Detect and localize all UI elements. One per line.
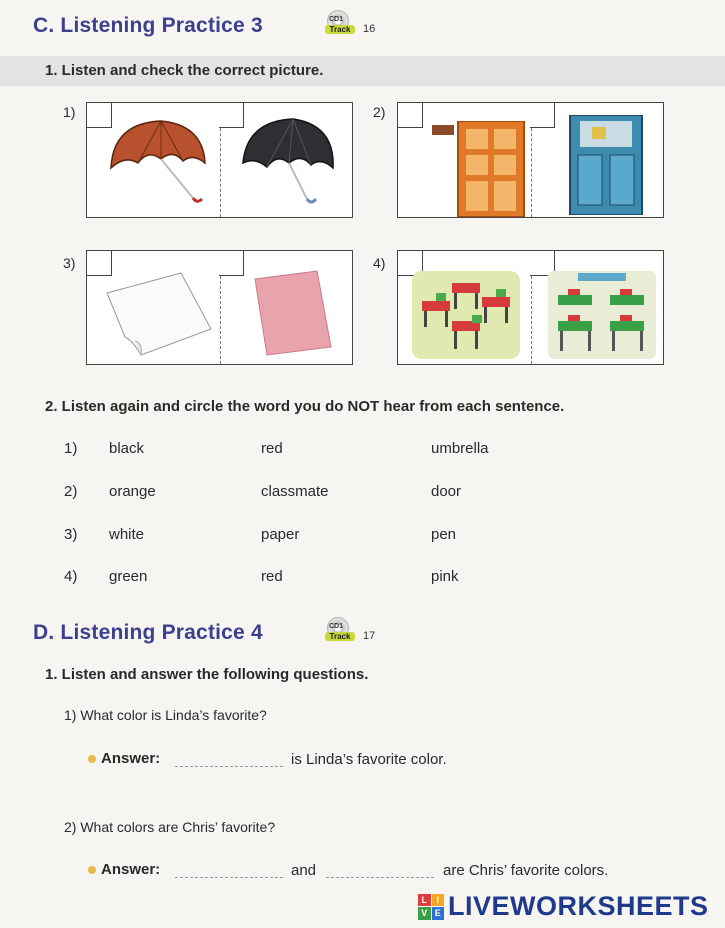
question-text: 1) What color is Linda’s favorite? xyxy=(64,707,267,723)
word-option[interactable]: orange xyxy=(109,483,156,500)
cd-label: CD1 xyxy=(329,16,344,23)
liveworksheets-watermark xyxy=(418,891,709,922)
question-text: 2) What colors are Chris’ favorite? xyxy=(64,819,276,835)
checkbox[interactable] xyxy=(398,103,423,128)
answer-label: Answer: xyxy=(101,861,161,878)
liveworksheets-logo-icon: L I V E xyxy=(418,894,444,920)
answer-blank[interactable] xyxy=(175,752,283,767)
word-option[interactable]: pen xyxy=(431,526,457,543)
word-option[interactable]: umbrella xyxy=(431,440,489,457)
black-umbrella-image[interactable] xyxy=(233,113,343,208)
answer-label: Answer: xyxy=(101,750,161,767)
item-number: 1) xyxy=(63,104,76,120)
watermark-text: LIVEWORKSHEETS xyxy=(448,891,709,921)
cd-track-badge xyxy=(325,617,376,643)
row-number: 3) xyxy=(64,526,78,543)
picture-pair-4 xyxy=(397,250,664,365)
row-number: 2) xyxy=(64,483,78,500)
row-number: 4) xyxy=(64,568,78,585)
answer-blank[interactable] xyxy=(326,863,434,878)
answer-suffix: are Chris’ favorite colors. xyxy=(443,862,609,879)
word-option[interactable]: white xyxy=(109,526,145,543)
word-option[interactable]: red xyxy=(261,568,283,585)
question-2-heading: 2. Listen again and circle the word you do NOT hear from each sentence. xyxy=(45,398,565,415)
word-option[interactable]: red xyxy=(261,440,283,457)
picture-pair-3 xyxy=(86,250,353,365)
orange-door-image[interactable] xyxy=(428,121,528,217)
word-option[interactable]: black xyxy=(109,440,145,457)
pink-paper-image[interactable] xyxy=(247,267,337,359)
picture-pair-2 xyxy=(397,102,664,218)
red-desks-image[interactable] xyxy=(412,271,520,359)
item-number: 2) xyxy=(373,104,386,120)
question-1-heading: 1. Listen and check the correct picture. xyxy=(45,62,324,79)
white-paper-image[interactable] xyxy=(103,271,215,359)
section-d-title: D. Listening Practice 4 xyxy=(33,621,263,644)
track-number: 16 xyxy=(363,23,376,35)
brown-umbrella-image[interactable] xyxy=(103,113,213,208)
word-option[interactable]: classmate xyxy=(261,483,329,500)
word-option[interactable]: door xyxy=(431,483,462,500)
answer-suffix: is Linda’s favorite color. xyxy=(291,751,447,768)
answer-conjunction: and xyxy=(291,862,317,879)
answer-blank[interactable] xyxy=(175,863,283,878)
item-number: 3) xyxy=(63,255,76,271)
bullet-icon xyxy=(88,755,96,763)
picture-pair-1 xyxy=(86,102,353,218)
word-option[interactable]: paper xyxy=(261,526,300,543)
track-number: 17 xyxy=(363,630,376,642)
checkbox[interactable] xyxy=(530,103,555,128)
blue-door-image[interactable] xyxy=(568,115,648,215)
word-option[interactable]: pink xyxy=(431,568,459,585)
checkbox[interactable] xyxy=(219,251,244,276)
word-option[interactable]: green xyxy=(109,568,148,585)
green-desks-image[interactable] xyxy=(548,271,656,359)
track-label: Track xyxy=(325,25,355,34)
track-label: Track xyxy=(325,632,355,641)
cd-label: CD1 xyxy=(329,623,344,630)
question-heading: 1. Listen and answer the following questions. xyxy=(45,666,369,683)
cd-track-badge xyxy=(325,10,376,36)
row-number: 1) xyxy=(64,440,78,457)
item-number: 4) xyxy=(373,255,386,271)
section-c-title: C. Listening Practice 3 xyxy=(33,14,263,37)
bullet-icon xyxy=(88,866,96,874)
